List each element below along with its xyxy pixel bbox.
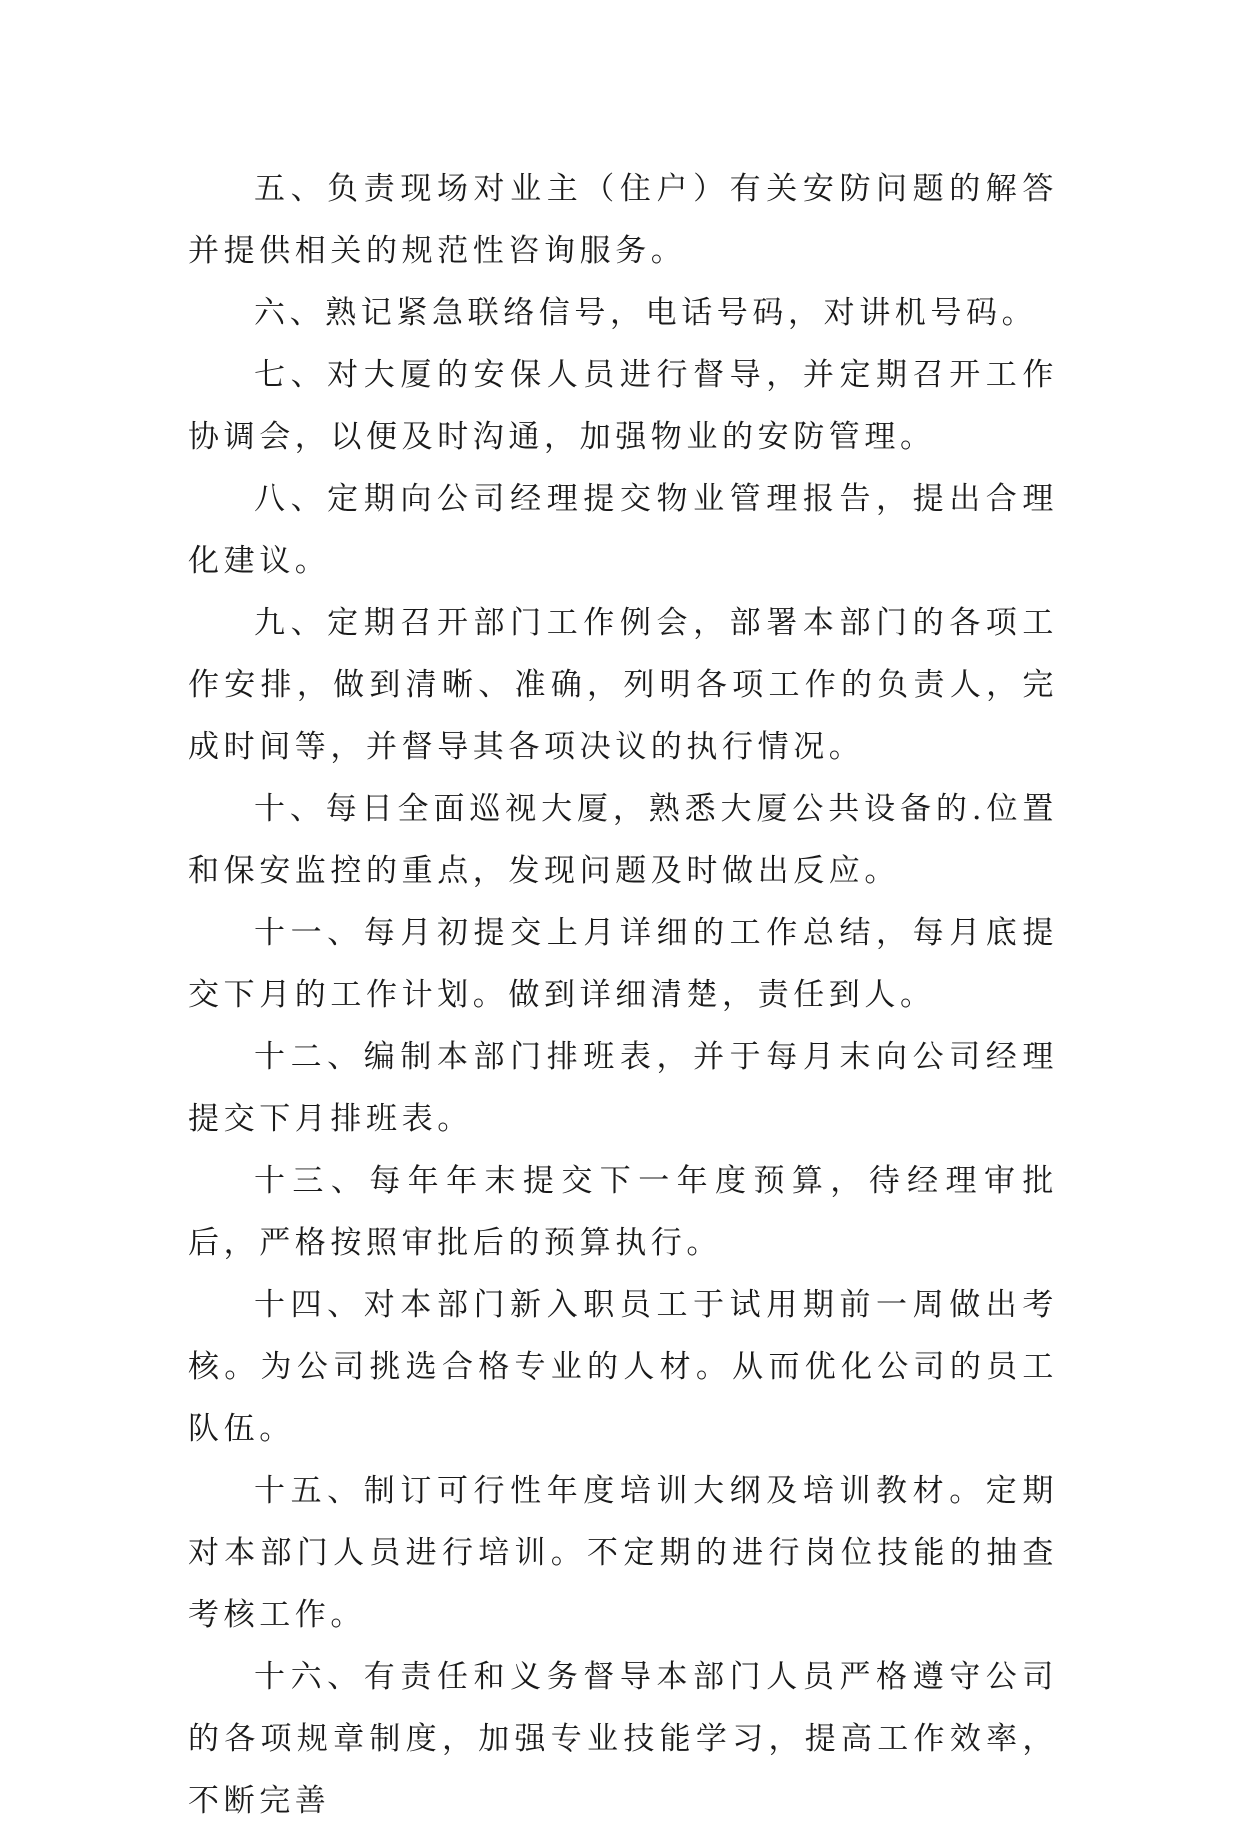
paragraph-item-5: 五、负责现场对业主（住户）有关安防问题的解答并提供相关的规范性咨询服务。 — [188, 171, 1058, 269]
paragraph-item-10: 十、每日全面巡视大厦，熟悉大厦公共设备的.位置和保安监控的重点，发现问题及时做出反应。 — [188, 791, 1058, 889]
paragraph-item-6: 六、熟记紧急联络信号，电话号码，对讲机号码。 — [254, 295, 1038, 331]
document-body — [188, 158, 1058, 1832]
paragraph-item-9: 九、定期召开部门工作例会，部署本部门的各项工作安排，做到清晰、准确，列明各项工作的负责人，完成时间等，并督导其各项决议的执行情况。 — [188, 605, 1058, 765]
paragraph-item-13: 十三、每年年末提交下一年度预算，待经理审批后，严格按照审批后的预算执行。 — [188, 1163, 1058, 1261]
paragraph-item-15: 十五、制订可行性年度培训大纲及培训教材。定期对本部门人员进行培训。不定期的进行岗位技能的抽查考核工作。 — [188, 1473, 1058, 1633]
paragraph-item-8: 八、定期向公司经理提交物业管理报告，提出合理化建议。 — [188, 481, 1058, 579]
paragraph-item-14: 十四、对本部门新入职员工于试用期前一周做出考核。为公司挑选合格专业的人材。从而优化公司的员工队伍。 — [188, 1287, 1058, 1447]
paragraph-item-7: 七、对大厦的安保人员进行督导，并定期召开工作协调会，以便及时沟通，加强物业的安防管理。 — [188, 357, 1058, 455]
paragraph-item-12: 十二、编制本部门排班表，并于每月末向公司经理提交下月排班表。 — [188, 1039, 1058, 1137]
paragraph-item-16: 十六、有责任和义务督导本部门人员严格遵守公司的各项规章制度，加强专业技能学习，提高工作效率，不断完善 — [188, 1659, 1058, 1819]
paragraph-item-11: 十一、每月初提交上月详细的工作总结，每月底提交下月的工作计划。做到详细清楚，责任到人。 — [188, 915, 1058, 1013]
